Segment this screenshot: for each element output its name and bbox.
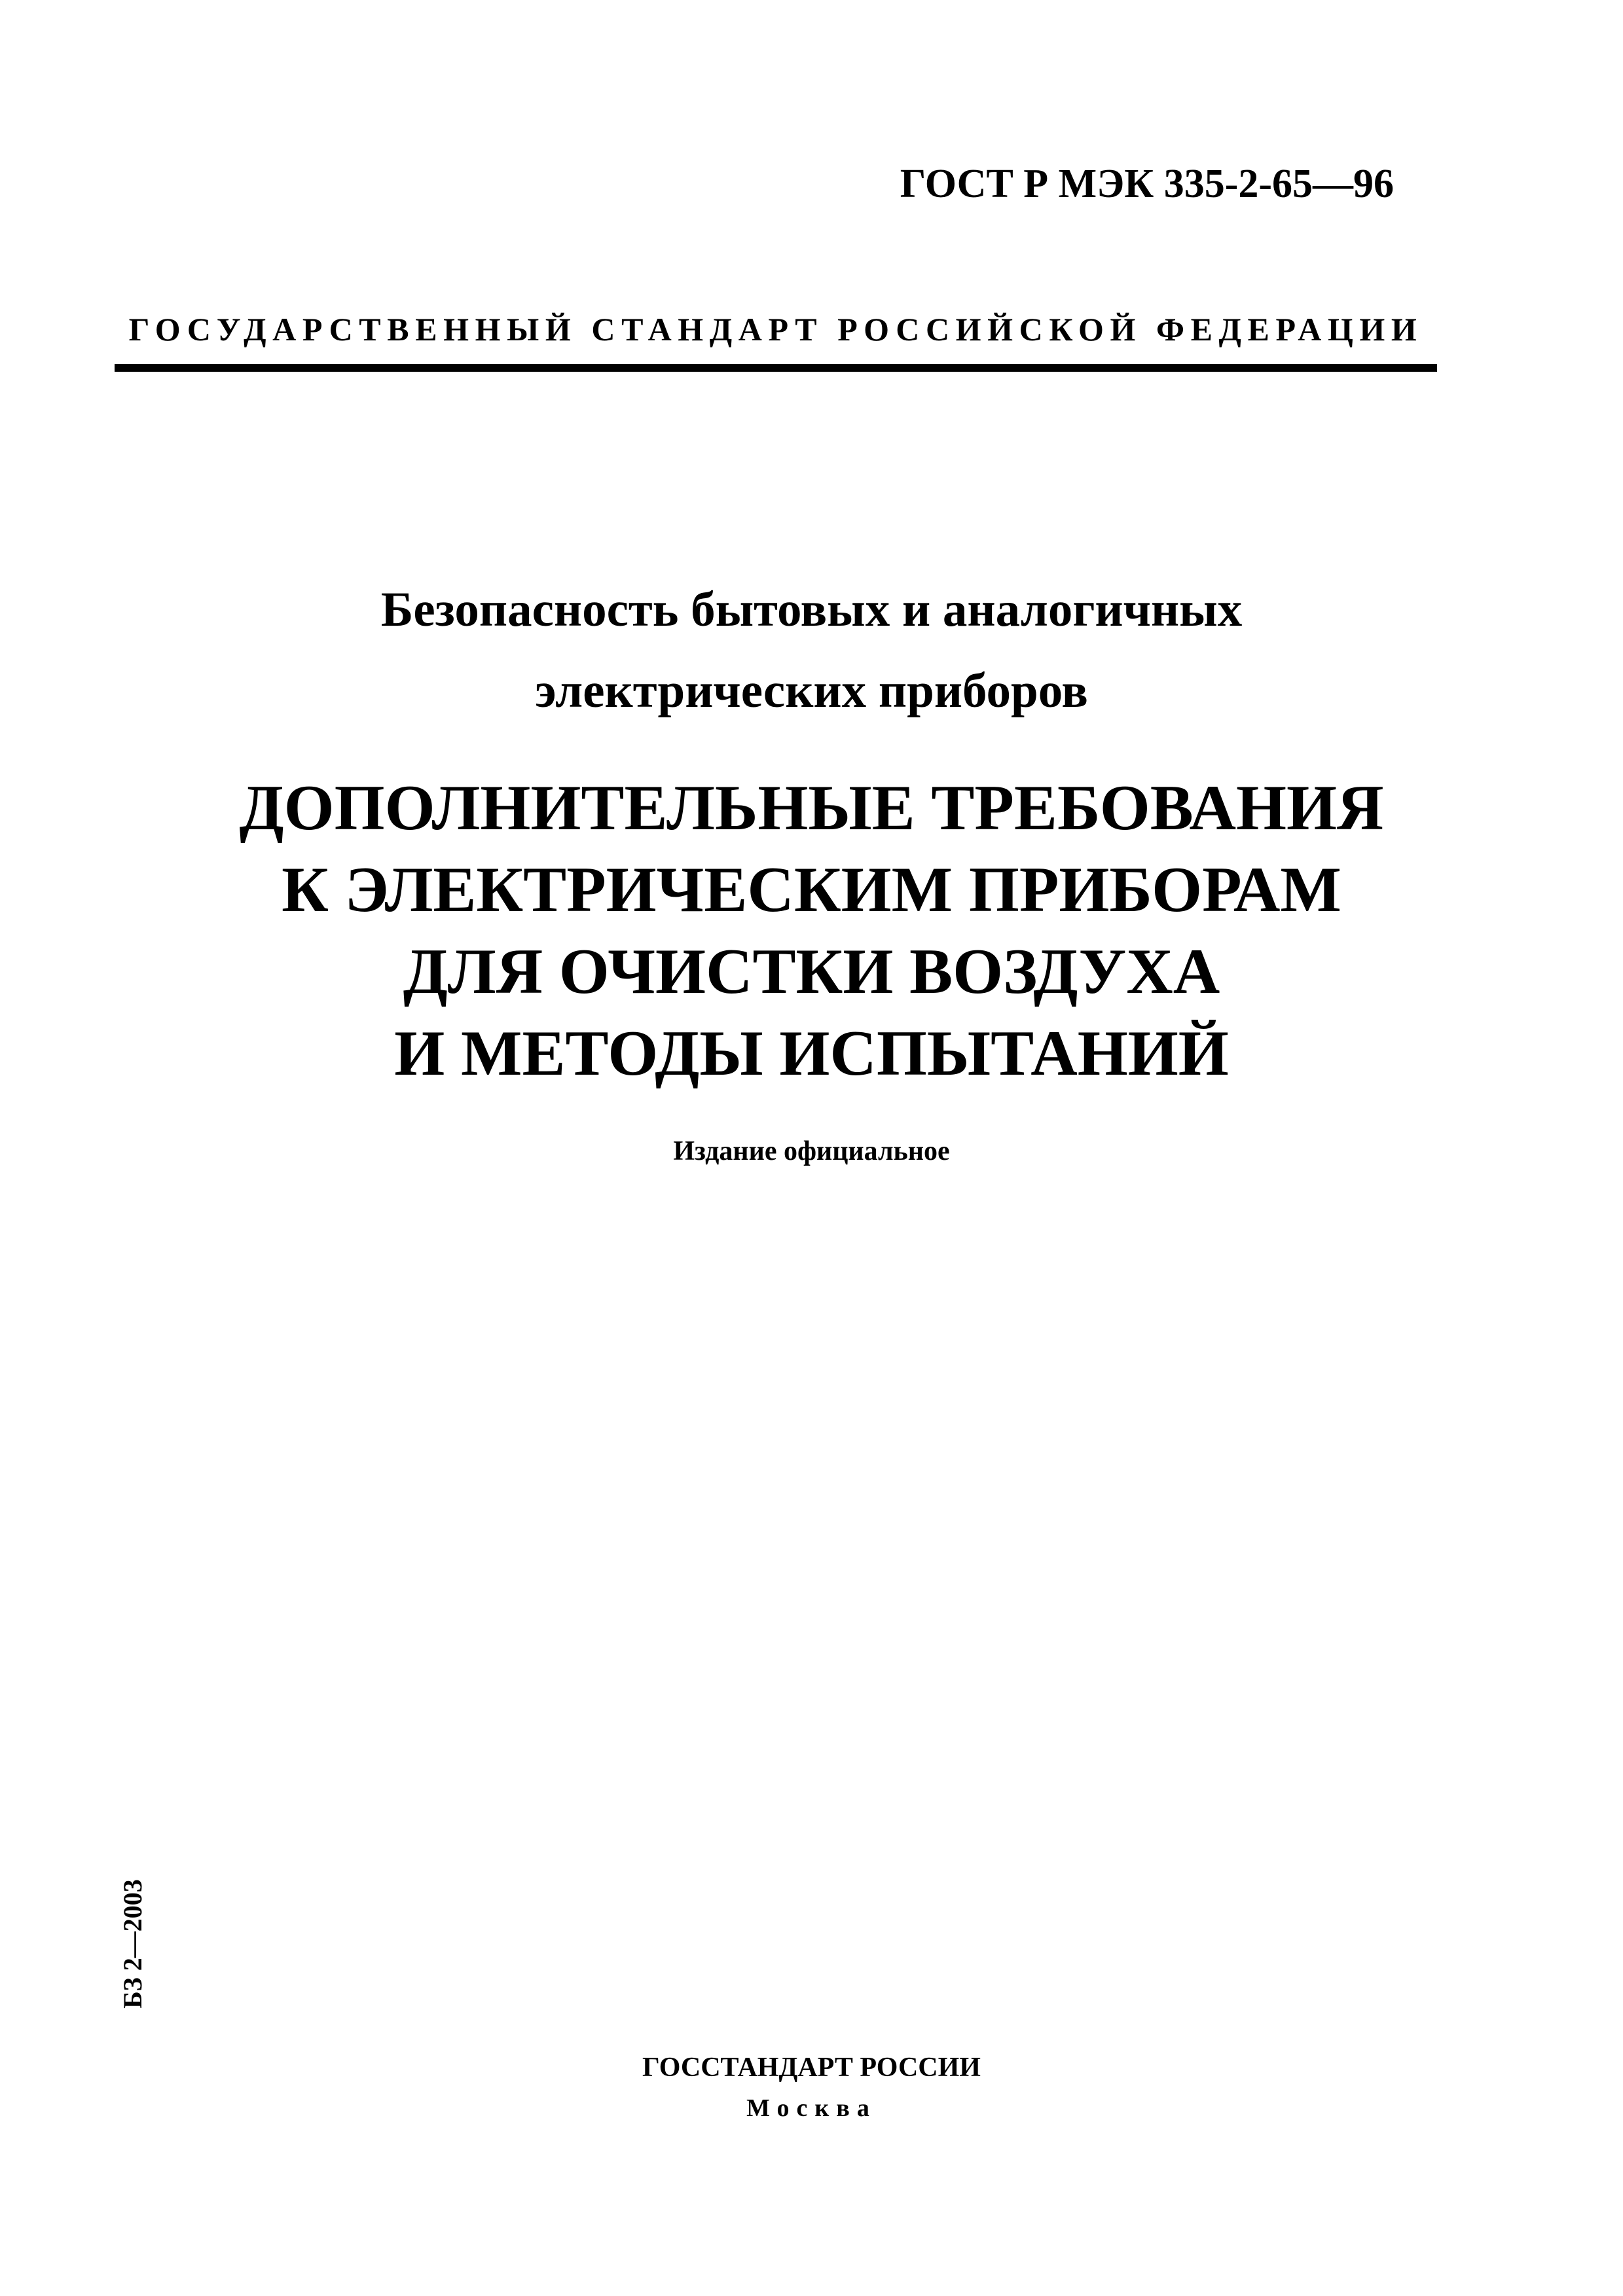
title-line: ДЛЯ ОЧИСТКИ ВОЗДУХА — [403, 936, 1220, 1007]
header-divider — [115, 364, 1437, 372]
document-title — [0, 767, 1623, 1094]
title-line: И МЕТОДЫ ИСПЫТАНИЙ — [394, 1018, 1229, 1089]
publisher-city: Москва — [746, 2094, 877, 2122]
edition-note: Издание официальное — [673, 1136, 950, 1166]
title-line: ДОПОЛНИТЕЛЬНЫЕ ТРЕБОВАНИЯ — [239, 772, 1384, 844]
standard-header: ГОСУДАРСТВЕННЫЙ СТАНДАРТ РОССИЙСКОЙ ФЕДЕРАЦИИ — [128, 311, 1423, 348]
publisher: ГОССТАНДАРТ РОССИИ — [642, 2053, 981, 2083]
subtitle-line: Безопасность бытовых и аналогичных — [380, 583, 1243, 637]
standard-designation: ГОСТ Р МЭК 335-2-65—96 — [900, 162, 1394, 206]
subtitle-line: электрических приборов — [535, 664, 1088, 718]
document-subtitle — [0, 569, 1623, 732]
title-line: К ЭЛЕКТРИЧЕСКИМ ПРИБОРАМ — [282, 854, 1341, 925]
side-code-text: БЗ 2—2003 — [118, 1879, 147, 2009]
